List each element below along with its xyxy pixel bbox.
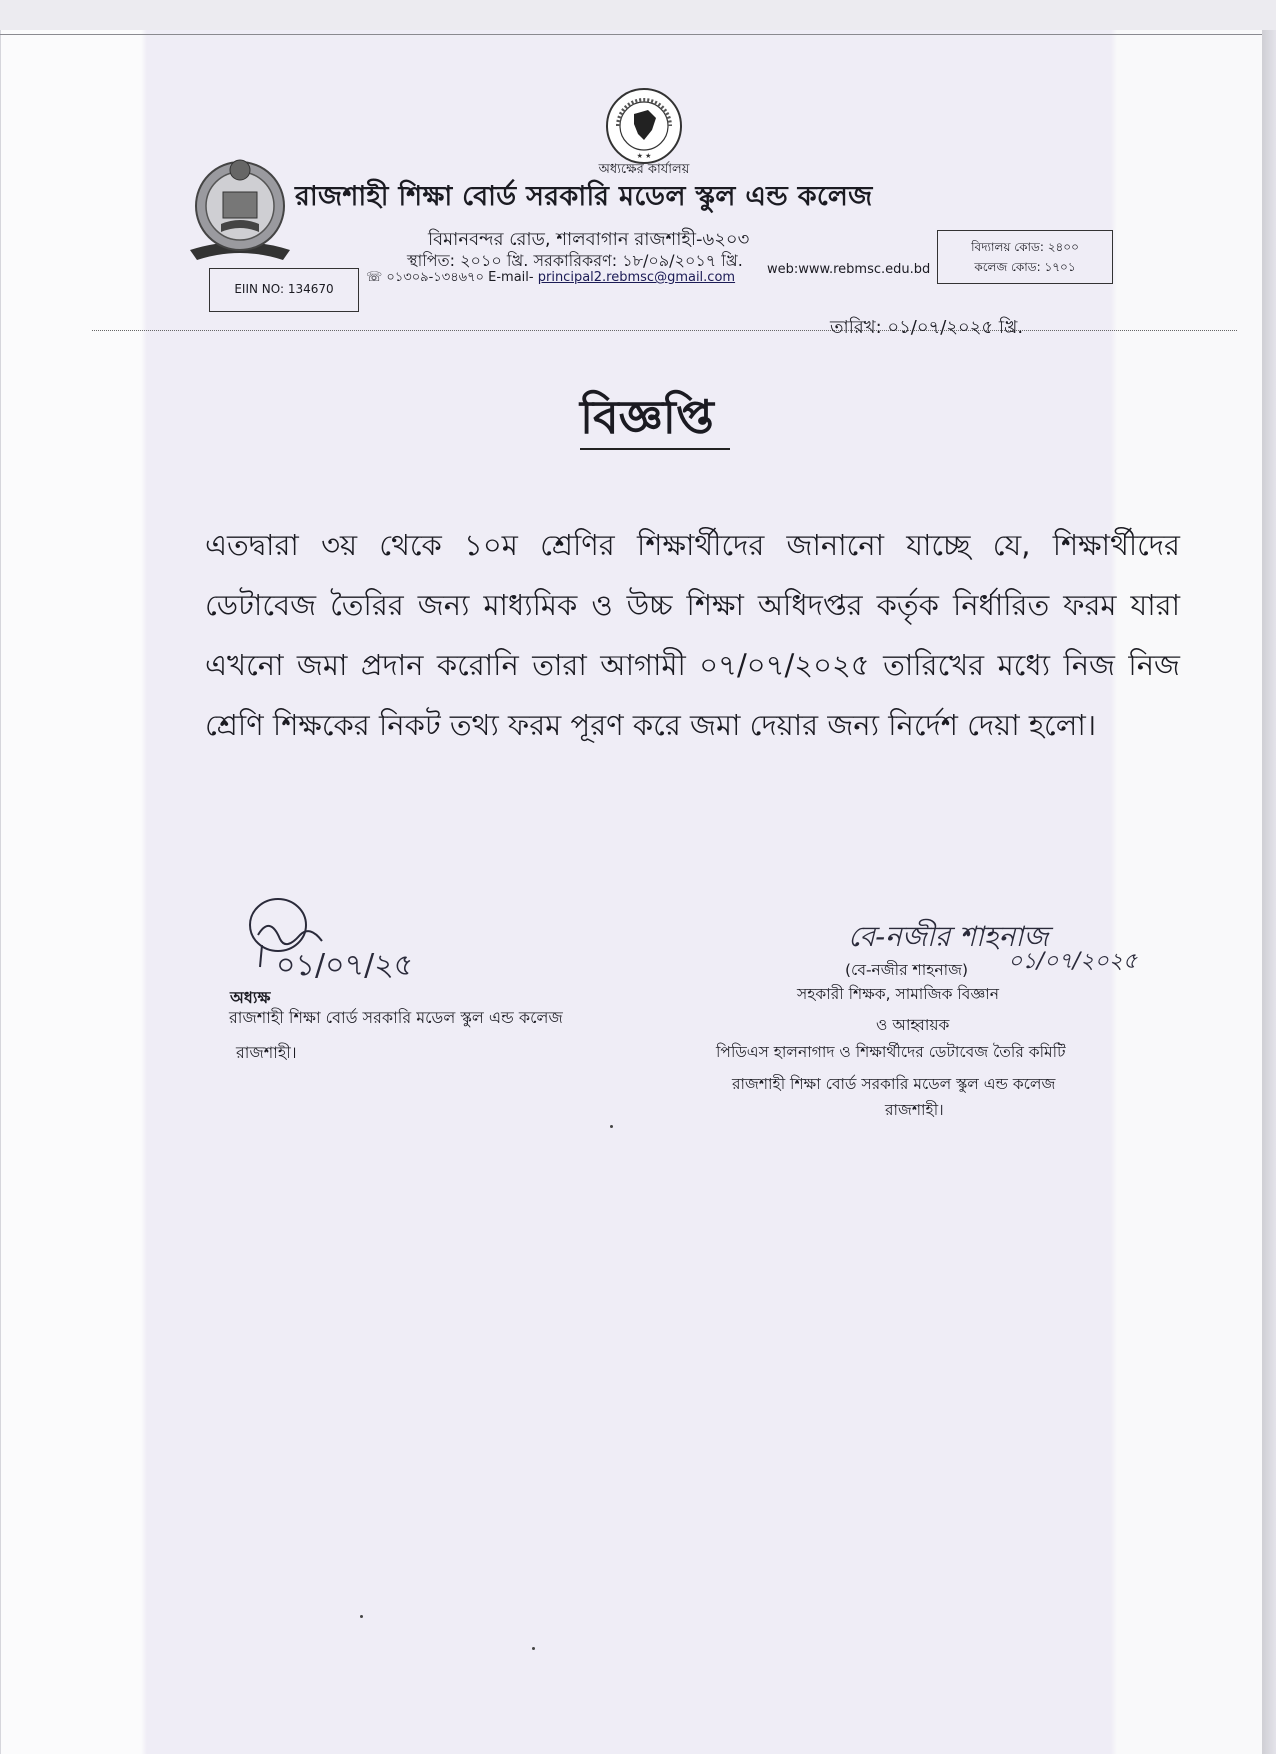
scan-right-edge [1262,30,1276,1754]
principal-city: রাজশাহী। [236,1043,297,1062]
institution-codes-box [937,230,1113,284]
college-code: কলেজ কোড: ১৭০১ [974,260,1076,274]
convener-city: রাজশাহী। [885,1101,944,1119]
svg-text:★ ★: ★ ★ [636,152,652,160]
paper-edge [0,34,1262,35]
notice-title: বিজ্ঞপ্তি [580,390,714,444]
scan-speck [610,1125,613,1128]
convener-college: রাজশাহী শিক্ষা বোর্ড সরকারি মডেল স্কুল এন্ড কলেজ [732,1075,1056,1093]
principal-signature-date: ০১/০৭/২৫ [276,948,414,983]
college-name: রাজশাহী শিক্ষা বোর্ড সরকারি মডেল স্কুল এন্ড কলেজ [295,181,873,212]
notice-body: এতদ্বারা ৩য় থেকে ১০ম শ্রেণির শিক্ষার্থীদের জানানো যাচ্ছে যে, শিক্ষার্থীদের ডেটাবেজ তৈরির জন্য মাধ্যমিক ও উচ্চ শিক্ষা অধিদপ্তর কর্তৃক নির্ধারিত ফরম যারা এখনো জমা প্রদান করোনি তারা আগামী ০৭/০৭/২০২৫ তারিখের মধ্যে নিজ নিজ শ্রেণি শিক্ষকের নিকট তথ্য ফরম পূরণ করে জমা দেয়ার জন্য নির্দেশ দেয়া হলো। [205,528,1180,742]
convener-name: (বে-নজীর শাহনাজ) [845,961,969,979]
convener-committee: পিডিএস হালনাগাদ ও শিক্ষার্থীদের ডেটাবেজ তৈরি কমিটি [716,1043,1066,1061]
email-address[interactable]: principal2.rebmsc@gmail.com [537,270,736,285]
convener-signature-name: বে-নজীর শাহনাজ [848,920,1049,953]
email-label: E-mail- [488,270,534,285]
convener-role: ও আহ্বায়ক [876,1016,950,1034]
principal-signature [240,895,470,995]
principal-title: অধ্যক্ষ [230,988,271,1007]
scan-top-strip [0,0,1276,30]
scan-speck [360,1615,363,1618]
letterhead-divider [92,330,1237,331]
eiin-box: EIIN NO: 134670 [209,268,359,312]
college-address: বিমানবন্দর রোড, শালবাগান রাজশাহী-৬২০৩ [428,229,750,250]
title-underline [580,448,730,450]
convener-designation: সহকারী শিক্ষক, সামাজিক বিজ্ঞান [797,985,1000,1003]
college-crest-emblem-icon [185,148,295,268]
contact-line [366,268,735,289]
scan-speck [532,1647,535,1650]
convener-signature-date: ০১/০৭/২০২৫ [1008,949,1138,974]
website[interactable]: web:www.rebmsc.edu.bd [767,262,931,277]
principal-college: রাজশাহী শিক্ষা বোর্ড সরকারি মডেল স্কুল এন্ড কলেজ [229,1008,563,1027]
established-info: স্থাপিত: ২০১০ খ্রি. সরকারিকরণ: ১৮/০৯/২০১৭ খ্রি. [407,251,743,270]
phone-number: ☏ ০১৩০৯-১৩৪৬৭০ [366,270,484,285]
notice-date: তারিখ: ০১/০৭/২০২৫ খ্রি. [830,317,1024,338]
office-label: অধ্যক্ষের কার্যালয় [598,162,690,177]
school-code: বিদ্যালয় কোড: ২৪০০ [971,240,1079,254]
bangladesh-government-seal-icon [604,86,684,166]
